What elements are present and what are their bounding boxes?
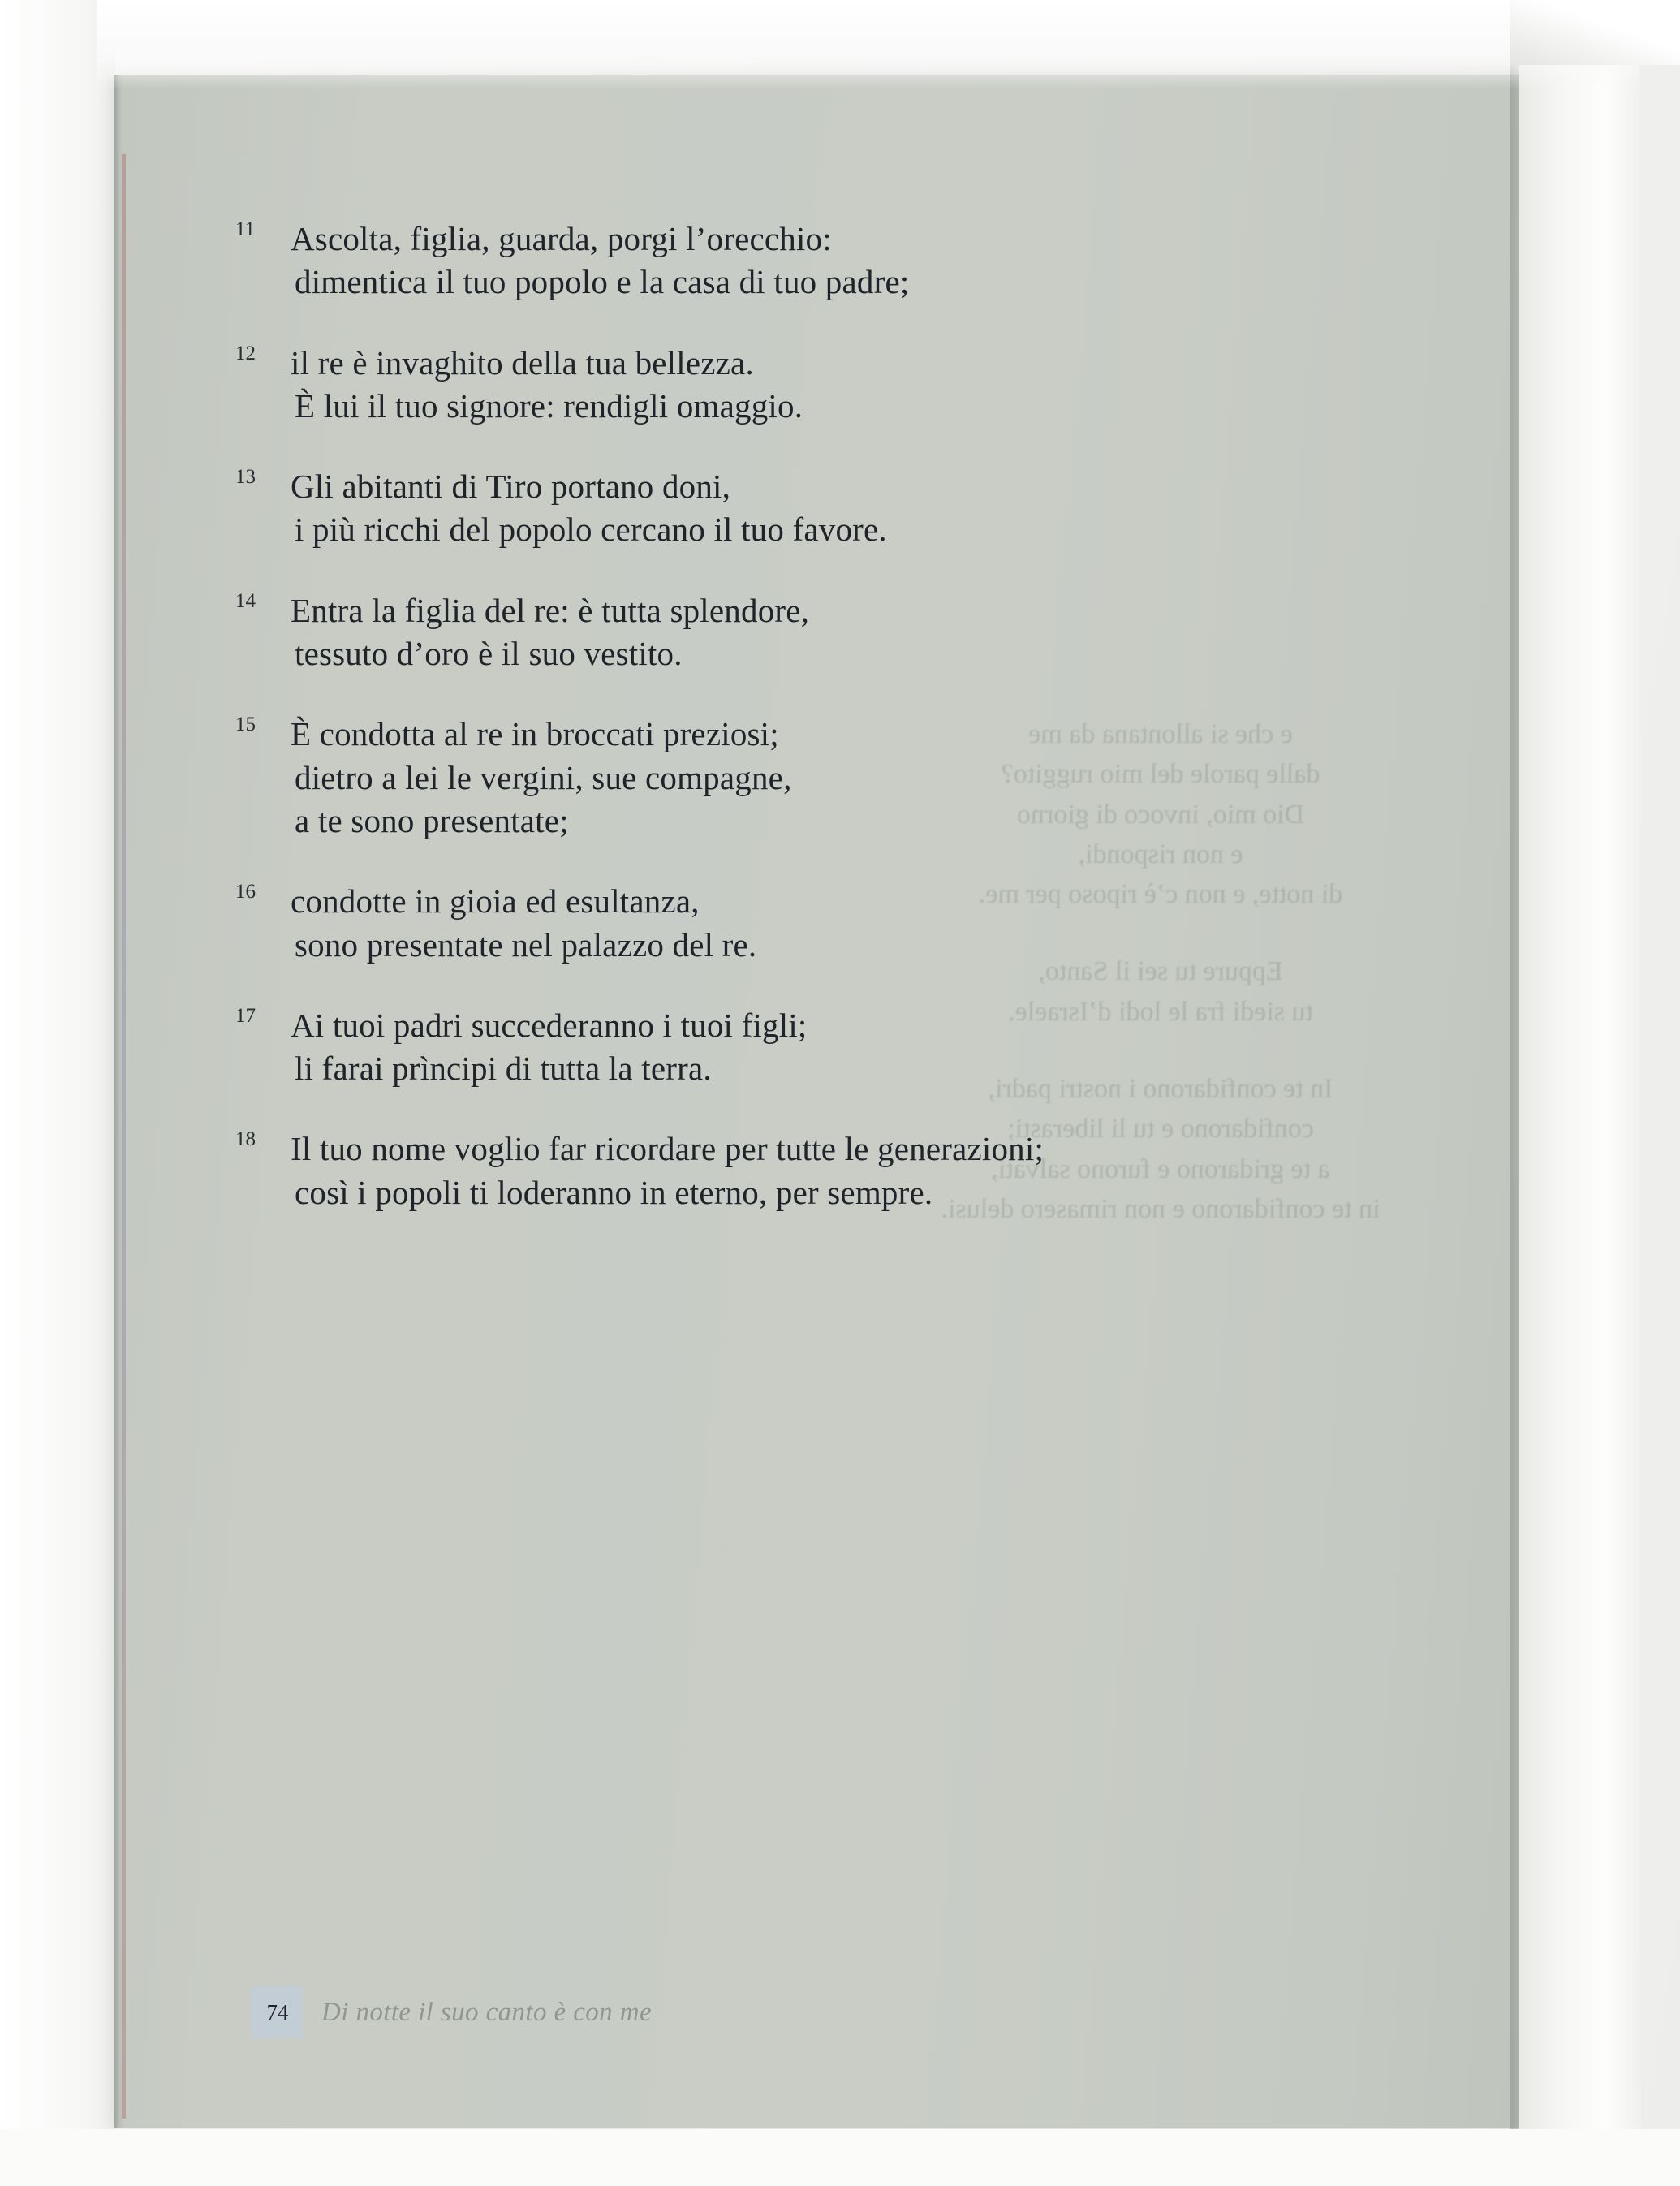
verse-lines xyxy=(291,218,1396,304)
verse-block xyxy=(235,342,1396,429)
verse-block xyxy=(235,465,1396,552)
verse-block xyxy=(235,589,1396,676)
verse-number: 11 xyxy=(235,218,256,240)
verse-line: È condotta al re in broccati preziosi; xyxy=(291,715,779,753)
folio-page-number: 74 xyxy=(252,1986,304,2038)
verse-lines xyxy=(291,713,1396,843)
verse-lines xyxy=(291,1004,1396,1091)
show-through-line: confidarono e tu li liberasti; xyxy=(1007,1114,1314,1145)
show-through-line: In te confidarono i nostri padri, xyxy=(988,1074,1333,1105)
book-binding-area xyxy=(1519,49,1641,2135)
show-through-line: Dio mio, invoco di giorno xyxy=(1016,799,1305,830)
verse-lines xyxy=(291,1127,1396,1214)
show-through-line: e non rispondi, xyxy=(1078,839,1243,869)
verse-lines xyxy=(291,589,1396,676)
corner-fold xyxy=(1510,0,1680,65)
top-glare xyxy=(97,0,1639,89)
verse-number: 12 xyxy=(235,342,256,364)
page-edge-color-fringe xyxy=(122,154,126,2119)
show-through-line: dalle parole del mio ruggito? xyxy=(1001,759,1320,790)
show-through-line: di notte, e non c’è riposo per me. xyxy=(978,879,1343,910)
verse-line: dietro a lei le vergini, sue compagne, xyxy=(295,758,792,796)
verse-line: a te sono presentate; xyxy=(295,801,569,839)
bottom-margin-bed xyxy=(0,2129,1680,2186)
verse-number: 15 xyxy=(235,714,256,736)
verse-number: 16 xyxy=(235,881,256,903)
verse-block xyxy=(235,713,1396,843)
verse-block xyxy=(235,218,1396,304)
verse-lines xyxy=(291,880,1396,967)
verse-line: Entra la figlia del re: è tutta splendore, xyxy=(291,591,810,629)
verse-line: così i popoli ti loderanno in eterno, per sempre. xyxy=(295,1173,933,1211)
verse-line: Ai tuoi padri succederanno i tuoi figli; xyxy=(291,1006,808,1044)
verse-line: i più ricchi del popolo cercano il tuo favore. xyxy=(295,511,887,549)
show-through-line: Eppure tu sei il Santo, xyxy=(1038,956,1283,987)
verse-block xyxy=(235,880,1396,967)
verse-line: Ascolta, figlia, guarda, porgi l’orecchio: xyxy=(291,220,832,257)
verse-line: il re è invaghito della tua bellezza. xyxy=(291,343,754,382)
show-through-line: a te gridarono e furono salvati, xyxy=(991,1153,1330,1184)
show-through-line: in te confidarono e non rimasero delusi. xyxy=(941,1193,1381,1224)
verse-line: tessuto d’oro è il suo vestito. xyxy=(295,635,683,673)
verse-line: sono presentate nel palazzo del re. xyxy=(295,925,757,964)
verse-line: Gli abitanti di Tiro portano doni, xyxy=(291,468,731,506)
verse-line: condotte in gioia ed esultanza, xyxy=(291,882,700,921)
left-margin-bed xyxy=(0,0,115,2186)
verse-lines xyxy=(291,342,1396,429)
show-through-line: e che si allontana da me xyxy=(1028,719,1293,749)
verse-block xyxy=(235,1004,1396,1091)
verse-line: li farai prìncipi di tutta la terra. xyxy=(295,1050,712,1088)
page-footer xyxy=(252,1986,652,2038)
verse-lines xyxy=(291,465,1396,552)
verse-number: 13 xyxy=(235,466,256,489)
verse-number: 17 xyxy=(235,1004,256,1027)
verse-line: È lui il tuo signore: rendigli omaggio. xyxy=(295,386,803,425)
verse-number: 18 xyxy=(235,1128,256,1151)
running-head: Di notte il suo canto è con me xyxy=(321,1997,653,2027)
verse-line: dimentica il tuo popolo e la casa di tuo padre; xyxy=(295,263,910,301)
verse-line: Il tuo nome voglio far ricordare per tutte le generazioni; xyxy=(291,1130,1045,1168)
show-through-line: tu siedi fra le lodi d’Israele. xyxy=(1008,996,1313,1027)
verse-column xyxy=(235,218,1396,1252)
verse-block xyxy=(235,1127,1396,1214)
verse-number: 14 xyxy=(235,589,256,612)
